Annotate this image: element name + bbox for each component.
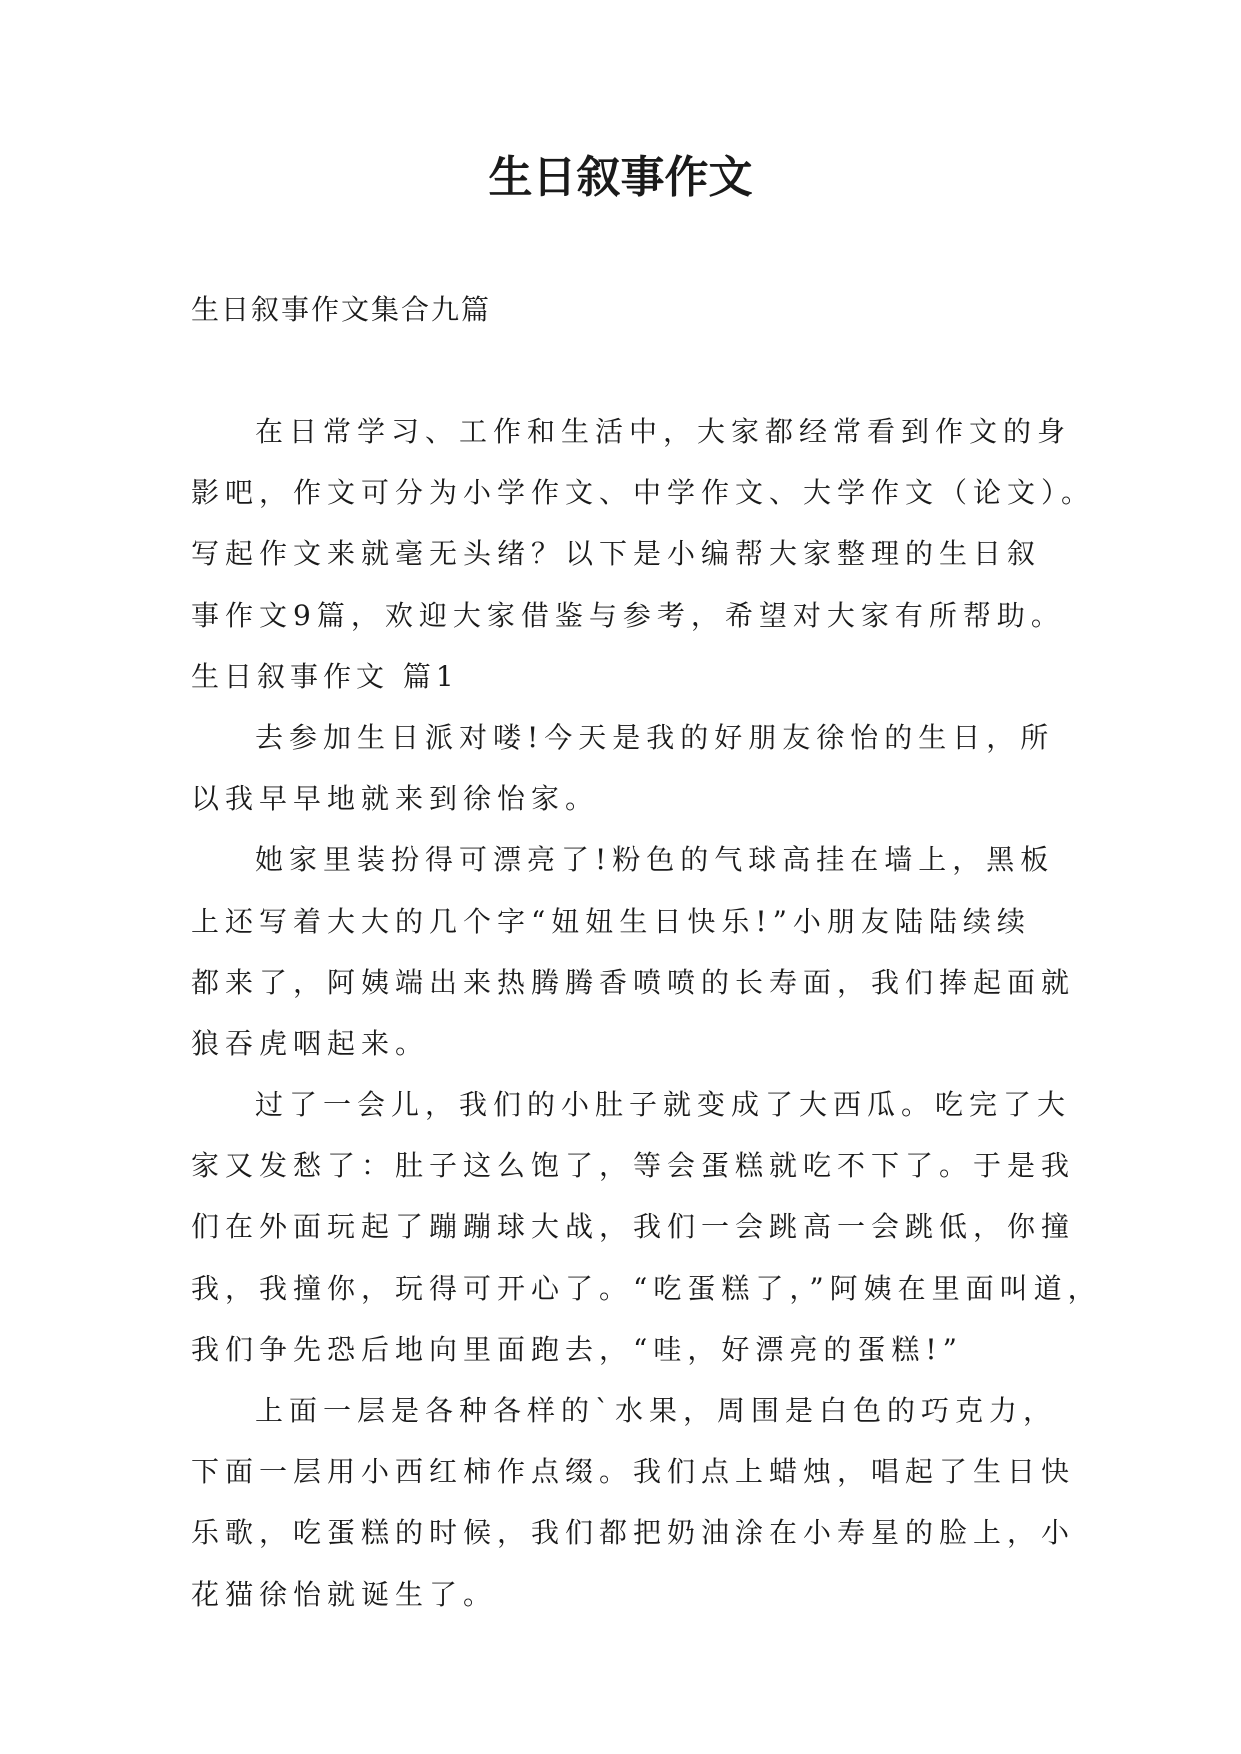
document-subtitle: 生日叙事作文集合九篇 [191,293,492,326]
text-line: 影吧，作文可分为小学作文、中学作文、大学作文（论文）。 [191,476,1096,510]
text-line: 过了一会儿，我们的小肚子就变成了大西瓜。吃完了大 [255,1088,1072,1122]
text-line: 去参加生日派对喽!今天是我的好朋友徐怡的生日，所 [255,720,1055,754]
text-line: 事作文9篇，欢迎大家借鉴与参考，希望对大家有所帮助。 [191,598,1065,632]
section-heading: 生日叙事作文 篇1 [191,659,459,693]
text-line: 上面一层是各种各样的`水果，周围是白色的巧克力， [255,1394,1058,1427]
text-line: 写起作文来就毫无头绪？以下是小编帮大家整理的生日叙 [191,537,1042,571]
text-line: 我，我撞你，玩得可开心了。“吃蛋糕了，”阿姨在里面叫道， [191,1271,1102,1305]
text-line: 家又发愁了：肚子这么饱了，等会蛋糕就吃不下了。于是我 [191,1149,1076,1183]
text-line: 们在外面玩起了蹦蹦球大战，我们一会跳高一会跳低，你撞 [191,1210,1076,1244]
text-line: 我们争先恐后地向里面跑去，“哇，好漂亮的蛋糕!” [191,1332,963,1366]
document-body [191,401,1102,1625]
text-line: 上还写着大大的几个字“妞妞生日快乐!”小朋友陆陆续续 [191,904,1031,938]
text-line: 下面一层用小西红柿作点缀。我们点上蜡烛，唱起了生日快 [191,1455,1076,1489]
text-line: 以我早早地就来到徐怡家。 [191,782,600,816]
text-line: 在日常学习、工作和生活中，大家都经常看到作文的身 [255,415,1072,448]
text-line: 花猫徐怡就诞生了。 [191,1577,498,1611]
text-line: 都来了，阿姨端出来热腾腾香喷喷的长寿面，我们捧起面就 [191,965,1076,999]
document-title: 生日叙事作文 [488,152,753,203]
text-line: 她家里装扮得可漂亮了!粉色的气球高挂在墙上，黑板 [255,843,1055,877]
text-line: 乐歌，吃蛋糕的时候，我们都把奶油涂在小寿星的脸上，小 [191,1516,1076,1550]
text-line: 狼吞虎咽起来。 [191,1026,430,1060]
